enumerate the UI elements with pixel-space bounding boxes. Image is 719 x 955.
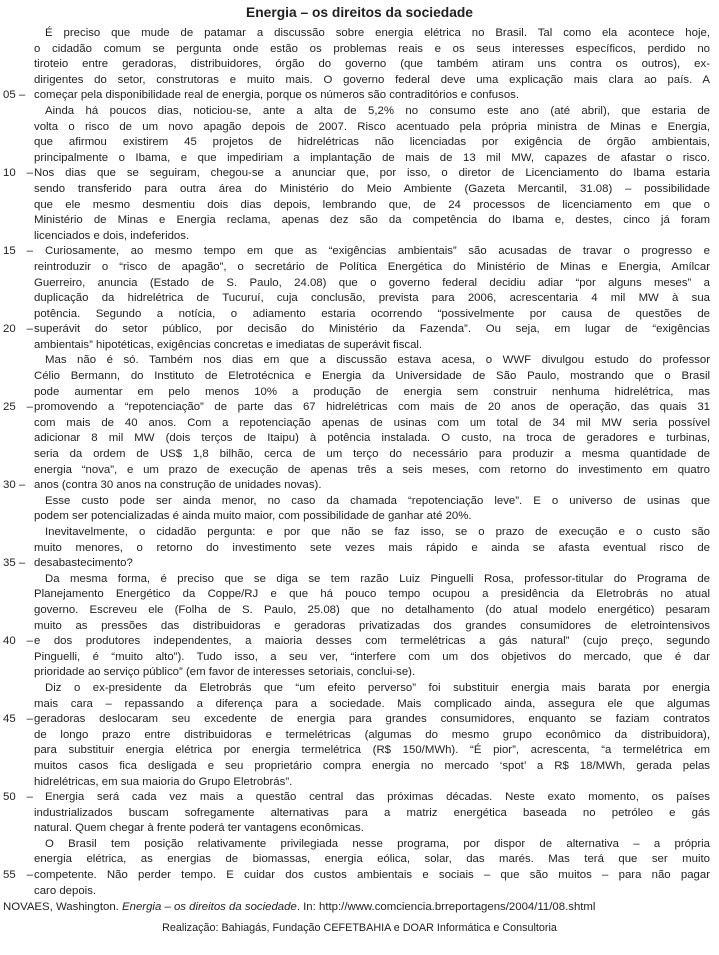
text-line: Planejamento Energético da Coppe/RJ e que há pouco tempo ocupou a presidência da Eletrobrás no atual [34, 588, 710, 601]
text-line: sendo transferido para outra área do Ministério do Meio Ambiente (Gazeta Mercantil, 31.08) – possibilidade [34, 182, 710, 195]
text-line: para substituir energia elétrica por energia termelétrica (R$ 150/MWh). “É pior”, acrescenta, “a termelétrica em [34, 744, 710, 757]
text-line: 35 – desabastecimento? [0, 556, 719, 572]
citation-author: NOVAES, Washington. [3, 901, 123, 914]
text-line: governo. Escreveu ele (Folha de S. Paulo, 25.08) que no detalhamento (do atual modelo energético) pesaram [34, 603, 710, 616]
text-line: Célio Bermann, do Instituto de Eletrotécnica e Energia da Universidade de São Paulo, mostrando que o Brasil [34, 370, 710, 383]
text-line: 50 – Energia será cada vez mais a questão central das próximas décadas. Neste exato momento, os países [0, 790, 719, 806]
text-line: muito as pressões das distribuidoras e geradoras privatizadas dos grandes consumidores de eletrointensivos [34, 619, 710, 632]
text-line: Mas não é só. Também nos dias em que a discussão estava acesa, o WWF divulgou estudo do professor [45, 354, 710, 367]
text-line: 05 – começar pela disponibilidade real de energia, porque os números são contraditórios e confusos. [0, 88, 719, 104]
text-line: muitos casos fica desligada e seu proprietário compra energia no mercado ‘spot’ a R$ 18/MWh, gerada pelas [34, 759, 710, 772]
text-line: energia “nova”, e um prazo de execução de apenas três a seis meses, com retorno do investimento em quatro [34, 463, 710, 476]
citation-separator: . In: [296, 901, 319, 914]
text-line: energia elétrica, as energias de biomassas, energia eólica, solar, das marés. Mas terá que ser muito [34, 853, 710, 866]
citation [0, 900, 719, 916]
line-number: 05 – [3, 89, 26, 102]
citation-work-title: Energia – os direitos da sociedade [122, 901, 297, 914]
line-number: 50 – [3, 791, 33, 804]
text-line: com mais de 40 anos. Com a repotenciação apenas de usinas com um total de 34 mil MW seria possível [34, 416, 710, 429]
text-line: Inevitavelmente, o cidadão pergunta: e por que não se faz isso, se o prazo de execução e o custo são [45, 526, 710, 538]
document-body [0, 26, 719, 899]
line-number: 30 – [3, 479, 26, 492]
text-line: hidrelétricas, em sua maioria do Grupo Eletrobrás”. [34, 775, 293, 788]
text-line: tiroteio entre geradoras, distribuidores, órgão do governo (que também atiram uns contra os outros), ex- [34, 58, 710, 71]
text-line: Diz o ex-presidente da Eletrobrás que “um efeito perverso” foi substituir energia mais barata por energia [45, 681, 710, 694]
text-line: O Brasil tem posição relativamente privilegiada nesse programa, por dispor de alternativa – a própria [45, 837, 710, 850]
text-line: industrializados buscam sofregamente alternativas para a matriz energética baseada no petróleo e gás [34, 806, 710, 819]
text-line: adicionar 8 mil MW (dois terços de Itaipu) à potência instalada. O custo, na troca de geradores e turbinas, [34, 432, 710, 445]
text-line: de longo prazo entre distribuidoras e termelétricas (algumas do mesmo grupo econômico da distribuidora), [34, 728, 710, 741]
text-line: Pinguelli, é “muito alto”). Tudo isso, a seu ver, “interfere com um dos objetivos do mercado, que é dar [34, 650, 710, 663]
text-line: 40 – e dos produtores independentes, a maioria desses com termelétricas a gás natural” (cujo preço, segundo [0, 634, 719, 650]
text-line: 10 – Nos dias que se seguiram, chegou-se a anunciar que, por isso, o diretor de Licenciamento do Ibama estaria [0, 166, 719, 182]
line-number: 45 – [3, 713, 33, 726]
text-line: potência. Segundo a notícia, o adiamento estaria ocorrendo “possivelmente por causa de questões de [34, 307, 710, 320]
text-line: volta o risco de um novo apagão depois de 2007. Risco acentuado pela própria ministra de Minas e Energia, [34, 120, 710, 133]
page-title: Energia – os direitos da sociedade [246, 5, 473, 20]
text-line: ambientais” hipotéticas, exigências concretas e imediatas de superávit fiscal. [34, 338, 423, 351]
text-line: pode aumentar em pelo menos 10% a produção de energia sem construir nenhuma hidrelétrica, mas [34, 385, 710, 398]
line-number: 15 – [3, 245, 33, 258]
line-number: 20 – [3, 323, 33, 336]
text-line: 25 – promovendo a “repotenciação” de parte das 67 hidrelétricas com mais de 20 anos de operação, das quais 31 [0, 400, 719, 416]
text-line: Esse custo pode ser ainda menor, no caso da chamada “repotenciação leve”. E o universo de usinas que [45, 494, 710, 507]
text-line: Ministério de Minas e Energia reclama, apenas dez são da competência do Ibama e, destes, cinco já foram [34, 214, 710, 227]
text-line: 20 – superávit do setor público, por decisão do Ministério da Fazenda”. Ou seja, em lugar de “exigências [0, 322, 719, 338]
line-number: 35 – [3, 557, 26, 570]
text-line: É preciso que mude de patamar a discussão sobre energia elétrica no Brasil. Tal como ela acontece hoje, [45, 27, 710, 39]
text-line: prioridade ao serviço público” (em favor de interesses setoriais, conclui-se). [34, 666, 416, 679]
text-line: que afirmou existirem 45 projetos de hidrelétricas não licenciadas por exigência de órgão ambientais, [34, 136, 710, 149]
text-line: o cidadão comum se pergunta onde estão os problemas reais e os seus interesses específicos, perdido no [34, 42, 710, 55]
text-line: Ainda há poucos dias, noticiou-se, ante a alta de 5,2% no consumo este ano (até abril), que estaria de [45, 104, 710, 117]
text-line: Da mesma forma, é preciso que se diga se tem razão Luiz Pinguelli Rosa, professor-titular do Programa de [45, 572, 710, 585]
citation-url: http://www.comciencia.brreportagens/2004/11/08.shtml [318, 901, 596, 914]
text-line: que ele mesmo desmentiu dois dias depois, lembrando que, de 24 processos de licenciamento em que o [34, 198, 710, 211]
text-line: duplicação da hidrelétrica de Tucuruí, cuja conclusão, prevista para 2006, acrescentaria 4 mil MW à sua [34, 292, 710, 305]
text-line: reintroduzir o “risco de apagão”, o secretário de Política Energética do Ministério de Minas e Energia, Amílcar [34, 260, 710, 273]
text-line: 30 – anos (contra 30 anos na construção de unidades novas). [0, 478, 719, 494]
text-line: seria da ordem de US$ 1,8 bilhão, cerca de um terço do necessário para produzir a mesma quantidade de [34, 448, 710, 461]
footer-credits: Realização: Bahiagás, Fundação CEFETBAHIA e DOAR Informática e Consultoria [162, 921, 557, 934]
text-line: 55 – competente. Não perder tempo. E cuidar dos custos ambientais e sociais – que são muitos – para não pagar [0, 868, 719, 884]
text-line: podem ser potencializadas é ainda muito maior, com possibilidade de ganhar até 20%. [34, 510, 472, 523]
text-line: Guerreiro, anuncia (Estado de S. Paulo, 24.08) que o governo federal decidiu adiar “por alguns meses” a [34, 276, 710, 289]
line-number: 10 – [3, 167, 33, 180]
text-line: principalmente o Ibama, e que impediriam a implantação de mais de 13 mil MW, capazes de afastar o risco. [34, 151, 710, 164]
text-line: caro depois. [34, 884, 97, 897]
line-number: 25 – [3, 401, 33, 414]
text-line: 15 – Curiosamente, ao mesmo tempo em que as “exigências ambientais” são acusadas de travar o progresso e [0, 244, 719, 260]
text-line: natural. Quem chegar à frente poderá ter vantagens econômicas. [34, 822, 364, 835]
text-line: mais cara – repassando a diferença para a sociedade. Mais complicado ainda, assegura ele que algumas [34, 697, 710, 710]
line-number: 55 – [3, 869, 33, 882]
text-line: 45 – geradoras deslocaram seu excedente de energia para grandes consumidores, enquanto se faziam contratos [0, 712, 719, 728]
line-number: 40 – [3, 635, 33, 648]
text-line: muito menores, o retorno do investimento sete vezes mais rápido e ainda se afasta eventual risco de [34, 541, 710, 554]
text-line: licenciados e dois, indeferidos. [34, 229, 190, 242]
text-line: dirigentes do setor, construtoras e muito mais. O governo federal deve uma explicação mais clara ao país. A [34, 73, 710, 86]
